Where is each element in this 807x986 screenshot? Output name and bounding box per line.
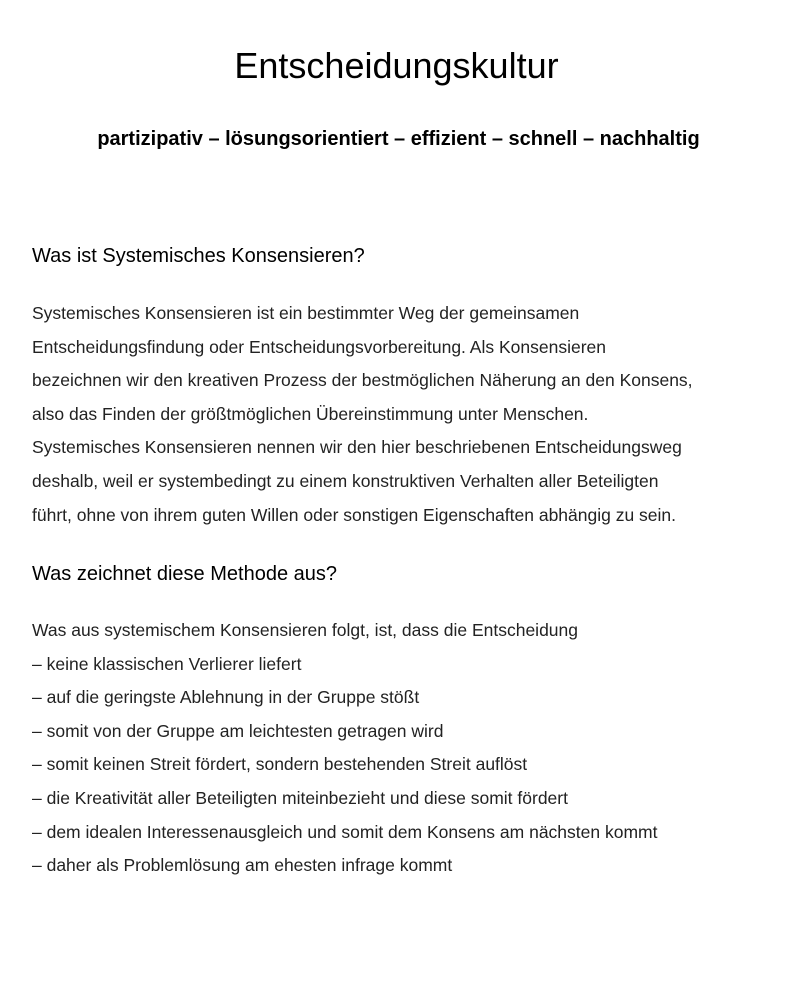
list-item: – die Kreativität aller Beteiligten miteinbezieht und diese somit fördert (32, 787, 568, 808)
list-item: – daher als Problemlösung am ehesten infrage kommt (32, 855, 453, 876)
document-title: Entscheidungskultur (234, 45, 559, 86)
paragraph-line: Systemisches Konsensieren nennen wir den hier beschriebenen Entscheidungsweg (32, 437, 682, 458)
paragraph-line: bezeichnen wir den kreativen Prozess der bestmöglichen Näherung an den Konsens, (32, 370, 693, 391)
paragraph-line: Entscheidungsfindung oder Entscheidungsvorbereitung. Als Konsensieren (32, 336, 606, 357)
list-intro: Was aus systemischem Konsensieren folgt, ist, dass die Entscheidung (32, 620, 579, 640)
section-heading-systemisches-konsensieren: Was ist Systemisches Konsensieren? (32, 245, 365, 267)
paragraph-line: also das Finden der größtmöglichen Übereinstimmung unter Menschen. (32, 403, 589, 424)
list-item: – somit keinen Streit fördert, sondern bestehenden Streit auflöst (32, 754, 528, 775)
list-item: – auf die geringste Ablehnung in der Gruppe stößt (32, 687, 420, 708)
paragraph-line: deshalb, weil er systembedingt zu einem konstruktiven Verhalten aller Beteiligten (32, 470, 659, 491)
list-item: – dem idealen Interessenausgleich und somit dem Konsens am nächsten kommt (32, 821, 658, 842)
section-paragraph-systemisches-konsensieren (32, 297, 693, 532)
document-subtitle: partizipativ – lösungsorientiert – effizient – schnell – nachhaltig (97, 128, 700, 150)
paragraph-line: führt, ohne von ihrem guten Willen oder sonstigen Eigenschaften abhängig zu sein. (32, 504, 677, 525)
list-item: – keine klassischen Verlierer liefert (32, 653, 302, 674)
section-heading-methode: Was zeichnet diese Methode aus? (32, 563, 337, 585)
section-list-methode (32, 614, 657, 883)
paragraph-line: Systemisches Konsensieren ist ein bestimmter Weg der gemeinsamen (32, 303, 580, 323)
list-item: – somit von der Gruppe am leichtesten getragen wird (32, 720, 444, 741)
